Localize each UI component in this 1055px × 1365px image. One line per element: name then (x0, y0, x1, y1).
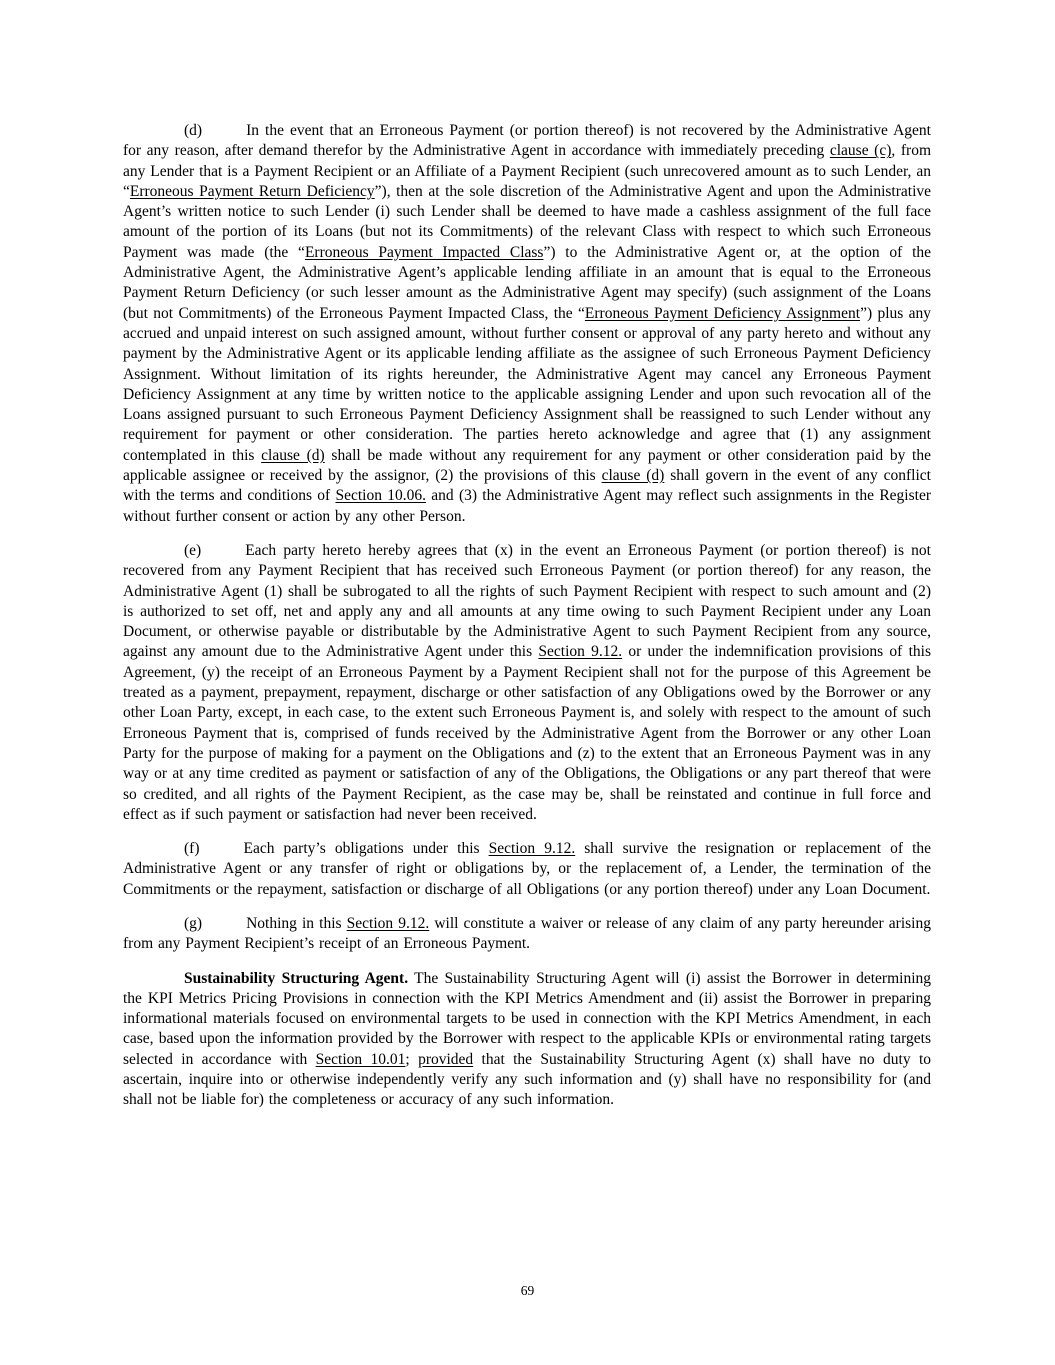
underlined-text: provided (418, 1050, 474, 1068)
text-segment: Each party’s obligations under this (243, 840, 489, 858)
text-segment: ”) plus any accrued and unpaid interest on such assigned amount, without further consent or approval of any party hereto and without any payment by the Administrative Agent or its applicable lending affiliate as the assignee of such Erroneous Payment Deficiency Assignment. Without limitation of its rights hereunder, the Administrative Agent may cancel any Erroneous Payment Deficiency Assignment at any time by written notice to the applicable assigning Lender and upon such revocation all of the Loans assigned pursuant to such Erroneous Payment Deficiency Assignment shall be reassigned to such Lender without any requirement for payment or other consideration. The parties hereto acknowledge and agree that (1) any assignment contemplated in this (123, 304, 931, 464)
text-segment: and (3) the Administrative Agent may reflect such assignments in the Register without further consent or action by any other Person. (123, 487, 931, 525)
text-segment: ”), then at the sole discretion of the Administrative Agent and upon the Administrative Agent’s written notice to such Lender (i) such Lender shall be deemed to have made a cashless assignment of the full face amount of the portion of its Loans (but not its Commitments) of the relevant Class with respect to which such Erroneous Payment was made (the “ (123, 182, 932, 261)
underlined-text: clause (c) (829, 142, 892, 160)
paragraph-d (123, 121, 931, 527)
underlined-text: Section 10.01 (315, 1050, 406, 1068)
text-segment: In the event that an Erroneous Payment (or portion thereof) is not recovered by the Administrative Agent for any reason, after demand therefor by the Administrative Agent in accordance with immediately preceding (123, 122, 931, 160)
text-segment: ; (405, 1050, 419, 1068)
text-segment: Each party hereto hereby agrees that (x) in the event an Erroneous Payment (or portion thereof) is not recovered from any Payment Recipient that has received such Erroneous Payment (or portion thereof) for any reason, the Administrative Agent (1) shall be subrogated to all the rights of such Payment Recipient with respect to such amount and (2) is authorized to set off, net and apply any and all amounts at any time owing to such Payment Recipient under any Loan Document, or otherwise payable or distributable by the Administrative Agent to such Payment Recipient from any source, against any amount due to the Administrative Agent under this (123, 541, 931, 661)
text-segment: or under the indemnification provisions of this Agreement, (y) the receipt of an Erroneous Payment by a Payment Recipient shall not for the purpose of this Agreement be treated as a payment, prepayment, repayment, discharge or other satisfaction of any Obligations owed by the Borrower or any other Loan Party, except, in each case, to the extent such Erroneous Payment is, and solely with respect to the amount of such Erroneous Payment that is, comprised of funds received by the Administrative Agent from the Borrower or any other Loan Party for the purpose of making for a payment on the Obligations and (z) to the extent that an Erroneous Payment was in any way or at any time credited as payment or satisfaction of any of the Obligations, the Obligations or any part thereof that were so credited, and all rights of the Payment Recipient, as the case may be, shall be reinstated and continue in full force and effect as if such payment or satisfaction had never been received. (123, 643, 931, 823)
underlined-text: Erroneous Payment Deficiency Assignment (584, 304, 861, 322)
text-segment: (f) (184, 840, 200, 858)
text-segment: Nothing in this (246, 914, 347, 932)
paragraph-sustainability-structuring-agent (123, 969, 931, 1111)
underlined-text: Erroneous Payment Return Deficiency (129, 182, 375, 200)
paragraph-f (123, 839, 931, 900)
underlined-text: Section 9.12. (538, 643, 623, 661)
underlined-text: Section 9.12. (346, 914, 430, 932)
underlined-text: clause (d) (261, 446, 325, 464)
underlined-text: clause (d) (601, 467, 665, 485)
bold-text: Sustainability Structuring Agent. (184, 969, 409, 987)
text-segment: ”) to the Administrative Agent or, at the option of the Administrative Agent, the Administrative Agent’s applicable lending affiliate in an amount that is equal to the Erroneous Payment Return Deficiency (or such lesser amount as the Administrative Agent may specify) (such assignment of the Loans (but not Commitments) of the Erroneous Payment Impacted Class, the “ (123, 243, 932, 322)
underlined-text: Section 9.12. (488, 840, 576, 858)
text-segment: , from any Lender that is a Payment Recipient or an Affiliate of a Payment Recipient (such unrecovered amount as to such Lender, an “ (123, 142, 932, 200)
paragraph-g (123, 914, 931, 955)
text-segment: The Sustainability Structuring Agent will (i) assist the Borrower in determining the KPI Metrics Pricing Provisions in connection with the KPI Metrics Amendment and (ii) assist the Borrower in preparing informational materials focused on environmental targets to be used in connection with the KPI Metrics Amendment, in each case, based upon the information provided by the Borrower with respect to the applicable KPIs or environmental rating targets selected in accordance with (123, 969, 932, 1068)
text-segment: (d) (184, 122, 203, 139)
underlined-text: Erroneous Payment Impacted Class (304, 243, 544, 261)
page-number: 69 (520, 1283, 535, 1298)
text-segment: (g) (184, 914, 203, 932)
text-segment: (e) (184, 541, 202, 559)
text-segment: shall be made without any requirement for any payment or other consideration paid by the applicable assignee or received by the assignor, (2) the provisions of this (123, 446, 931, 485)
text-segment: shall govern in the event of any conflict with the terms and conditions of (123, 467, 931, 505)
text-segment: shall survive the resignation or replacement of the Administrative Agent or any transfer of right or obligations by, or the replacement of, a Lender, the termination of the Commitments or the repayment, satisfaction or discharge of all Obligations (or any portion thereof) under any Loan Document. (123, 840, 932, 898)
paragraph-e (123, 541, 931, 825)
underlined-text: Section 10.06. (335, 487, 427, 505)
text-segment: will constitute a waiver or release of any claim of any party hereunder arising from any Payment Recipient’s receipt of an Erroneous Payment. (123, 914, 931, 953)
document-content (123, 121, 931, 1125)
text-segment: that the Sustainability Structuring Agent (x) shall have no duty to ascertain, inquire into or otherwise independently verify any such information and (y) shall have no responsibility for (and shall not be liable for) the completeness or accuracy of any such information. (123, 1050, 932, 1109)
